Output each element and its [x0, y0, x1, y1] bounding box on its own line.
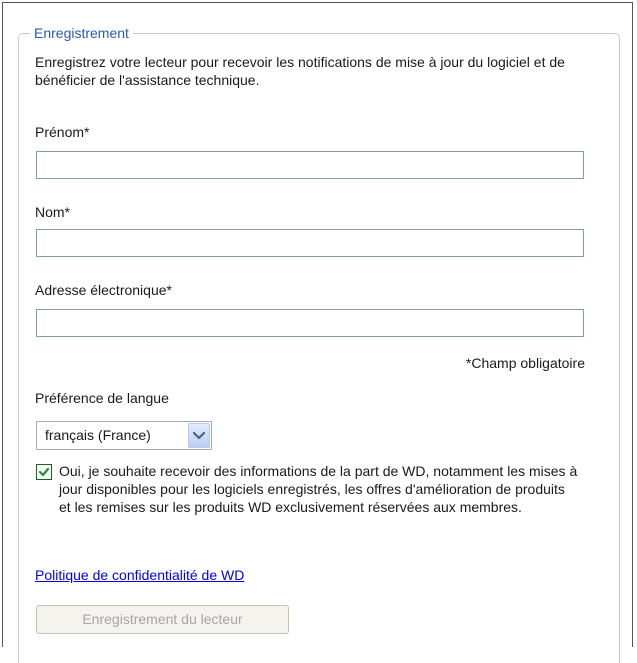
language-label: Préférence de langue: [35, 390, 169, 406]
email-input[interactable]: [36, 309, 584, 337]
register-drive-button[interactable]: Enregistrement du lecteur: [36, 605, 289, 634]
checkmark-icon: [37, 465, 51, 479]
language-selected-value: français (France): [45, 427, 151, 443]
language-select[interactable]: [36, 421, 212, 450]
intro-text: Enregistrez votre lecteur pour recevoir les notifications de mise à jour du logiciel et de bénéficier de l'assistance technique.: [35, 54, 565, 88]
consent-text: Oui, je souhaite recevoir des informations de la part de WD, notamment les mises à jour disponibles pour les logiciels enregistrés, les offres d'amélioration de produits et les remises sur les produits WD exclusivement réservées aux membres.: [59, 463, 578, 515]
dropdown-button[interactable]: [188, 423, 210, 448]
chevron-down-icon: [189, 424, 209, 447]
required-field-note: *Champ obligatoire: [465, 355, 585, 371]
first-name-input[interactable]: [36, 151, 584, 179]
privacy-policy-link[interactable]: Politique de confidentialité de WD: [35, 567, 245, 583]
first-name-label: Prénom*: [35, 124, 90, 140]
email-label: Adresse électronique*: [35, 282, 172, 298]
consent-checkbox[interactable]: [36, 464, 52, 480]
fieldset-legend: Enregistrement: [30, 24, 133, 42]
last-name-label: Nom*: [35, 204, 71, 220]
last-name-input[interactable]: [36, 229, 584, 257]
